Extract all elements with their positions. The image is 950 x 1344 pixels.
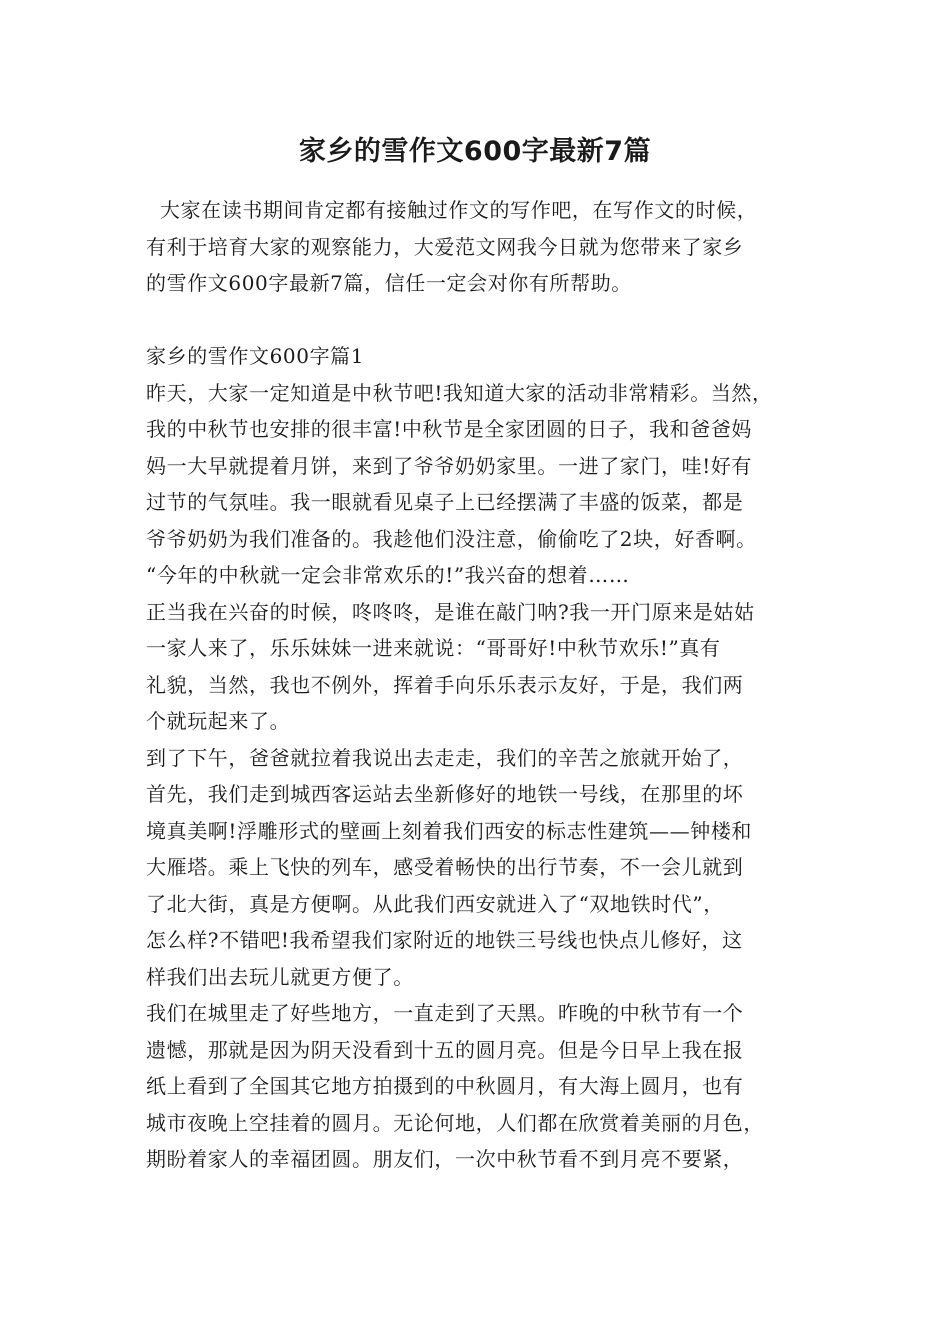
body-line: 爷爷奶奶为我们准备的。我趁他们没注意，偷偷吃了2块，好香啊。	[146, 526, 757, 551]
document-body	[146, 192, 836, 1178]
body-line: 境真美啊!浮雕形式的壁画上刻着我们西安的标志性建筑——钟楼和	[146, 818, 753, 843]
body-line: 妈一大早就提着月饼，来到了爷爷奶奶家里。一进了家门，哇!好有	[146, 453, 753, 478]
body-line: 遗憾，那就是因为阴天没看到十五的圆月亮。但是今日早上我在报	[146, 1037, 744, 1062]
essay-body	[146, 375, 836, 1178]
body-line: 城市夜晚上空挂着的圆月。无论何地，人们都在欣赏着美丽的月色，	[146, 1110, 764, 1135]
document-title: 家乡的雪作文600字最新7篇	[298, 136, 652, 167]
body-line: 大雁塔。乘上飞快的列车，感受着畅快的出行节奏，不一会儿就到	[146, 855, 744, 879]
paragraph-gap	[146, 302, 836, 339]
body-line: 期盼着家人的幸福团圆。朋友们，一次中秋节看不到月亮不要紧，	[146, 1147, 744, 1171]
body-line: 到了下午，爸爸就拉着我说出去走走，我们的辛苦之旅就开始了，	[146, 745, 744, 770]
body-line: 正当我在兴奋的时候，咚咚咚，是谁在敲门呐?我一开门原来是姑姑	[146, 599, 755, 624]
body-line: 礼貌，当然，我也不例外，挥着手向乐乐表示友好，于是，我们两	[146, 672, 744, 697]
intro-line: 的雪作文600字最新7篇，信任一定会对你有所帮助。	[146, 271, 632, 295]
body-line: 过节的气氛哇。我一眼就看见桌子上已经摆满了丰盛的饭菜，都是	[146, 490, 744, 514]
body-line: 样我们出去玩儿就更方便了。	[146, 964, 414, 989]
intro-line: 大家在读书期间肯定都有接触过作文的写作吧，在写作文的时候，	[146, 198, 758, 222]
body-line: 一家人来了，乐乐妹妹一进来就说：“哥哥好!中秋节欢乐!”真有	[146, 636, 721, 660]
body-line: 怎么样?不错吧!我希望我们家附近的地铁三号线也快点儿修好，这	[146, 928, 743, 952]
body-line: 我们在城里走了好些地方，一直走到了天黑。昨晚的中秋节有一个	[146, 1001, 744, 1025]
intro-line: 有利于培育大家的观察能力，大爱范文网我今日就为您带来了家乡	[146, 234, 744, 259]
body-line: 纸上看到了全国其它地方拍摄到的中秋圆月，有大海上圆月，也有	[146, 1074, 744, 1098]
section-heading: 家乡的雪作文600字篇1	[146, 344, 365, 368]
body-line: “今年的中秋就一定会非常欢乐的!”我兴奋的想着……	[146, 563, 630, 587]
body-line: 了北大街，真是方便啊。从此我们西安就进入了“双地铁时代”，	[146, 891, 724, 916]
body-line: 个就玩起来了。	[146, 709, 291, 733]
body-line: 昨天，大家一定知道是中秋节吧!我知道大家的活动非常精彩。当然，	[146, 380, 773, 405]
intro-paragraph	[146, 192, 836, 302]
body-line: 首先，我们走到城西客运站去坐新修好的地铁一号线，在那里的坏	[146, 782, 744, 806]
body-line: 我的中秋节也安排的很丰富!中秋节是全家团圆的日子，我和爸爸妈	[146, 417, 753, 441]
